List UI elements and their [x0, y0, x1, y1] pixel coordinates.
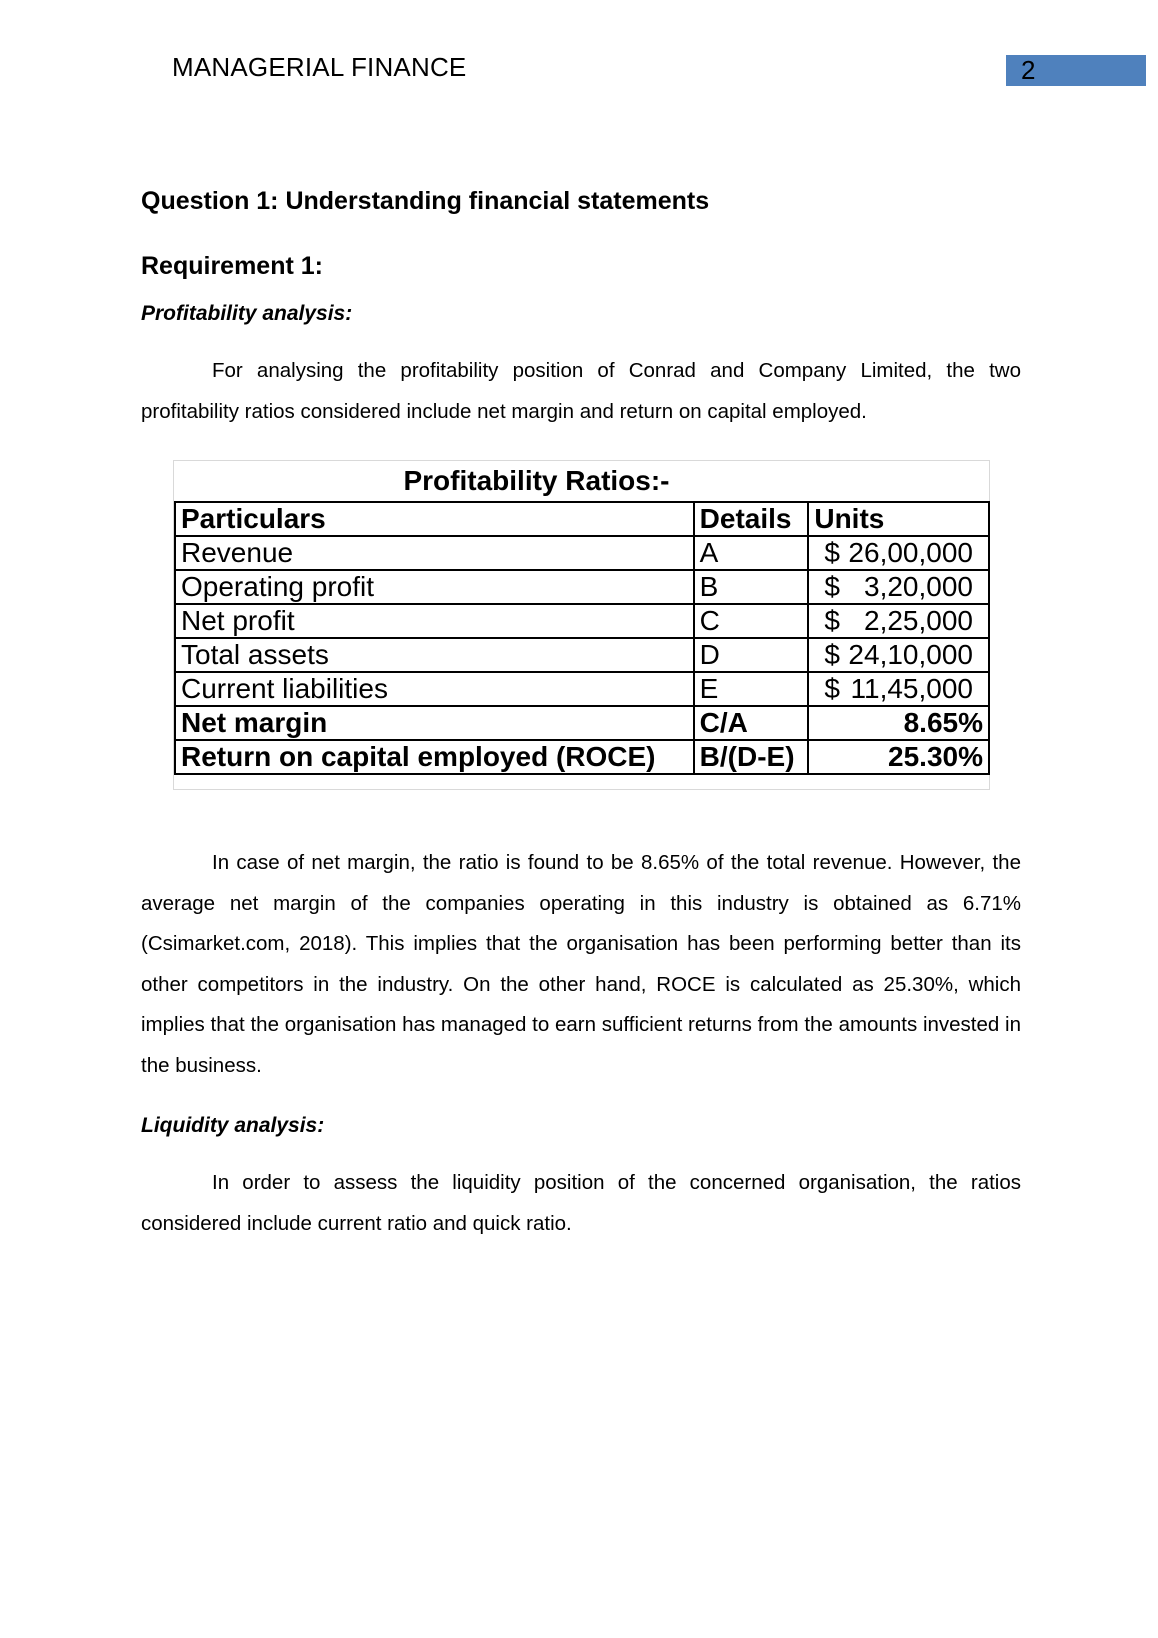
- currency-symbol: $: [824, 537, 840, 568]
- cell-detail: A: [694, 536, 809, 570]
- profitability-intro-paragraph: For analysing the profitability position of Conrad and Company Limited, the two profitability ratios considered include net margin and return on capital employed.: [141, 359, 1021, 423]
- currency-symbol: $: [824, 605, 840, 636]
- table-row-operating-profit: [175, 570, 989, 604]
- running-header-title: MANAGERIAL FINANCE: [172, 52, 467, 82]
- currency-symbol: $: [824, 673, 840, 704]
- profitability-ratios-table: [173, 460, 990, 790]
- ratios-grid: [174, 501, 990, 775]
- page-number-badge: [1006, 55, 1146, 86]
- page-number: 2: [1021, 55, 1036, 85]
- cell-particular: Net profit: [175, 604, 694, 638]
- table-row-revenue: [175, 536, 989, 570]
- cell-particular: Operating profit: [175, 570, 694, 604]
- column-header-units: Units: [808, 502, 989, 536]
- table-row-total-assets: [175, 638, 989, 672]
- cell-amount: [808, 638, 989, 672]
- requirement-heading: Requirement 1:: [141, 252, 323, 280]
- table-row-roce: [175, 740, 989, 774]
- currency-symbol: $: [824, 639, 840, 670]
- cell-amount: [808, 604, 989, 638]
- table-header-row: [175, 502, 989, 536]
- cell-ratio-value: 8.65%: [808, 706, 989, 740]
- column-header-details: Details: [694, 502, 809, 536]
- cell-amount: [808, 672, 989, 706]
- profitability-heading: Profitability analysis:: [141, 302, 353, 325]
- profitability-discussion-paragraph: In case of net margin, the ratio is found to be 8.65% of the total revenue. However, the average net margin of the companies operating in this industry is obtained as 6.71% (Csimarket.com, 2018). This implies that the organisation has been performing better than its other competitors in the industry. On the other hand, ROCE is calculated as 25.30%, which implies that the organisation has managed to earn sufficient returns from the amounts invested in the business.: [141, 851, 1021, 1077]
- cell-amount: [808, 570, 989, 604]
- table-title: Profitability Ratios:-: [403, 465, 670, 496]
- amount-value: 2,25,000: [864, 605, 973, 636]
- cell-detail: C: [694, 604, 809, 638]
- table-row-net-margin: [175, 706, 989, 740]
- amount-value: 11,45,000: [850, 673, 973, 704]
- cell-amount: [808, 536, 989, 570]
- question-heading: Question 1: Understanding financial statements: [141, 187, 710, 215]
- liquidity-intro-paragraph: In order to assess the liquidity position of the concerned organisation, the ratios considered include current ratio and quick ratio.: [141, 1171, 1021, 1235]
- cell-detail: E: [694, 672, 809, 706]
- cell-detail: D: [694, 638, 809, 672]
- cell-particular: Revenue: [175, 536, 694, 570]
- cell-particular: Current liabilities: [175, 672, 694, 706]
- cell-detail: B/(D-E): [694, 740, 809, 774]
- column-header-particulars: Particulars: [175, 502, 694, 536]
- cell-particular: Return on capital employed (ROCE): [175, 740, 694, 774]
- cell-detail: B: [694, 570, 809, 604]
- liquidity-heading: Liquidity analysis:: [141, 1114, 325, 1137]
- table-row-net-profit: [175, 604, 989, 638]
- table-row-current-liabilities: [175, 672, 989, 706]
- cell-detail: C/A: [694, 706, 809, 740]
- amount-value: 3,20,000: [864, 571, 973, 602]
- cell-particular: Net margin: [175, 706, 694, 740]
- currency-symbol: $: [824, 571, 840, 602]
- cell-ratio-value: 25.30%: [808, 740, 989, 774]
- amount-value: 26,00,000: [848, 537, 973, 568]
- cell-particular: Total assets: [175, 638, 694, 672]
- amount-value: 24,10,000: [848, 639, 973, 670]
